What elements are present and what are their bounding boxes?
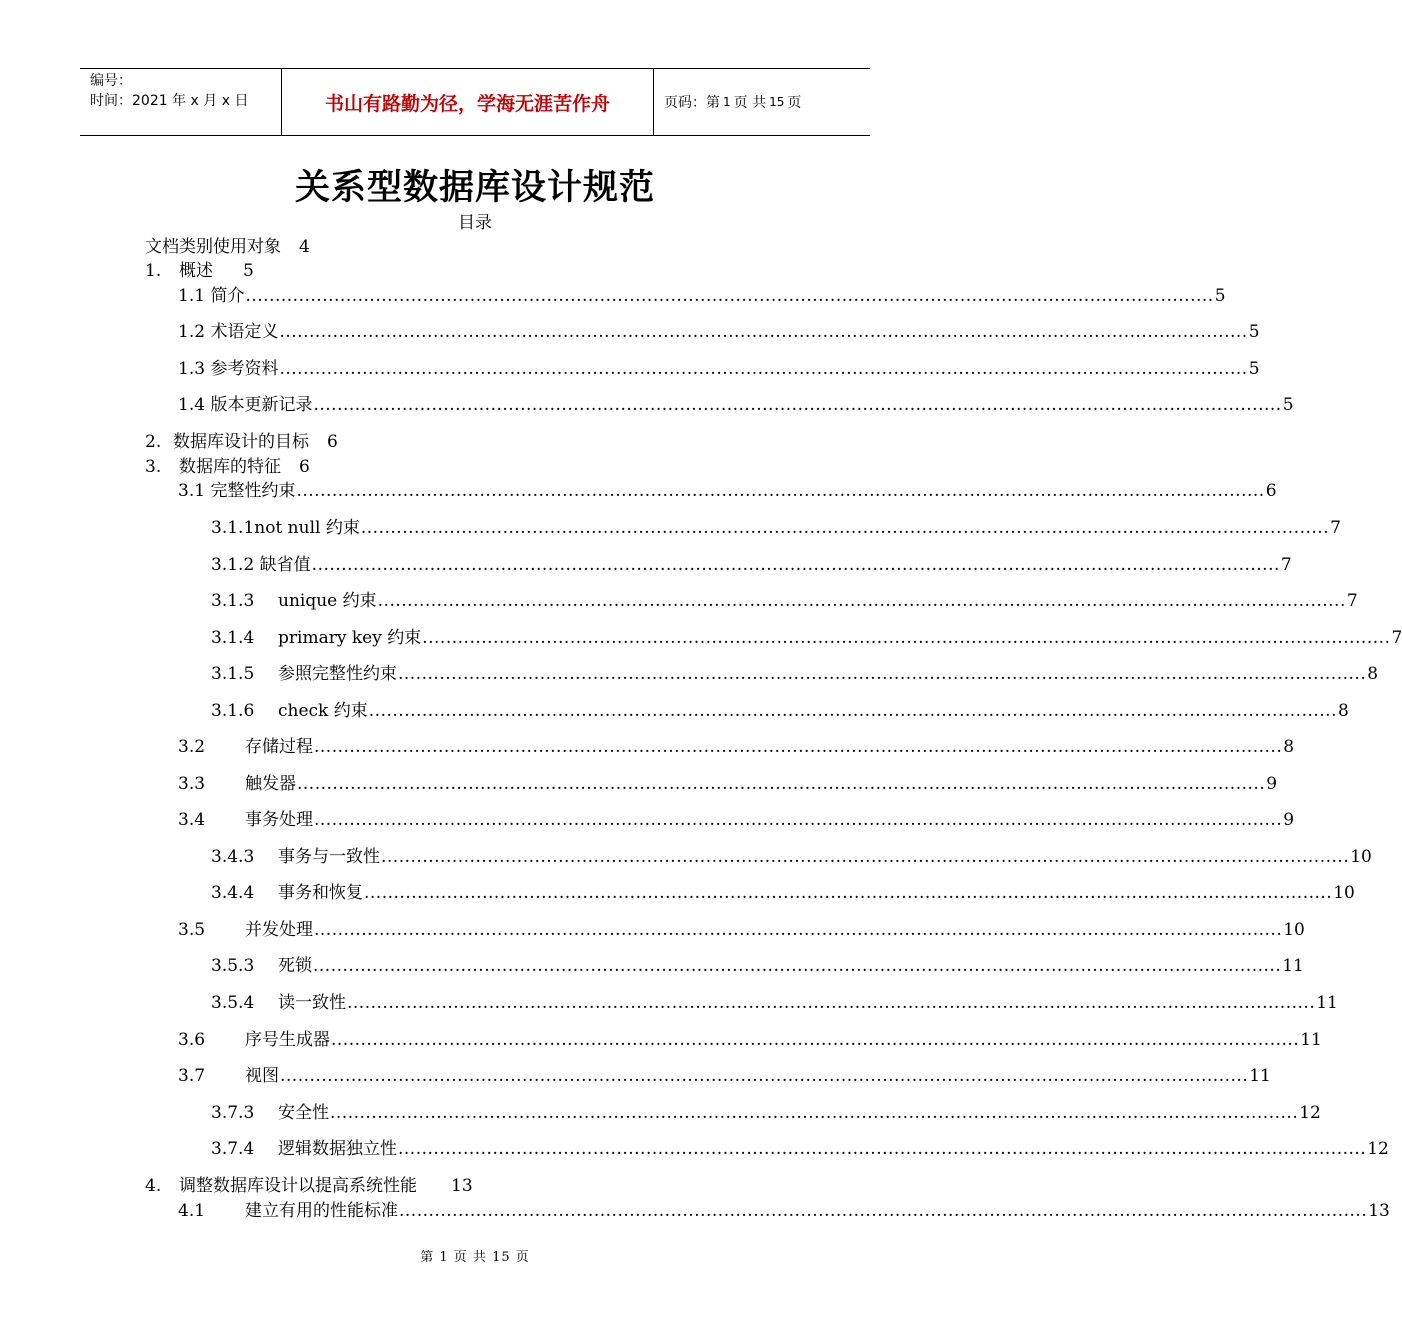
doc-number-label: 编号： [90, 73, 132, 89]
toc-entry-number: 2. [145, 432, 162, 452]
toc-entry[interactable] [178, 357, 1260, 381]
footer-suffix: 页 [515, 1250, 530, 1265]
toc-entry[interactable] [178, 1028, 1322, 1052]
toc-entry-page: 4 [299, 237, 310, 257]
toc-dot-leader: .................................................................................................................................................................... [311, 555, 1280, 575]
toc-entry-number: 3.1.1 [211, 518, 255, 538]
page-footer [0, 1246, 950, 1265]
toc-dot-leader: .................................................................................................................................................................... [297, 774, 1266, 794]
toc-entry[interactable] [178, 1064, 1271, 1088]
toc-entry-page: 9 [1283, 810, 1295, 830]
toc-entry-page: 5 [1282, 395, 1294, 415]
toc-entry[interactable] [178, 808, 1295, 832]
toc-entry-label: 版本更新记录 [210, 395, 313, 415]
toc-entry[interactable] [145, 455, 310, 479]
header-motto: 书山有路勤为径，学海无涯苦作舟 [281, 69, 654, 135]
toc-entry-page: 6 [299, 457, 310, 477]
toc-entry-number: 3.1 [178, 481, 206, 501]
toc-entry[interactable] [211, 589, 1358, 613]
toc-entry-label: 死锁 [278, 956, 312, 976]
footer-mid: 页 共 [453, 1250, 487, 1265]
toc-entry-label: 建立有用的性能标准 [245, 1201, 398, 1221]
toc-entry-page: 7 [1330, 518, 1341, 538]
toc-entry-number: 3.2 [178, 737, 206, 757]
toc-dot-leader: .................................................................................................................................................................... [314, 920, 1283, 940]
toc-entry-label: 事务与一致性 [278, 847, 380, 867]
toc-dot-leader: .................................................................................................................................................................... [381, 847, 1350, 867]
toc-entry-number: 4. [145, 1176, 162, 1196]
doc-time-label: 时间：2021 年 x 月 x 日 [90, 93, 249, 109]
toc-entry-label: 读一致性 [278, 993, 346, 1013]
toc-entry[interactable] [211, 1101, 1321, 1125]
toc-entry-label: 序号生成器 [245, 1030, 330, 1050]
toc-entry-label: 数据库的特征 [179, 457, 281, 477]
toc-entry-label: 视图 [245, 1066, 279, 1086]
document-title: 关系型数据库设计规范 [294, 167, 655, 208]
toc-entry[interactable] [211, 626, 1402, 650]
toc-entry[interactable] [211, 553, 1292, 577]
toc-entry[interactable] [178, 772, 1278, 796]
toc-entry-number: 3.4 [178, 810, 206, 830]
toc-entry-page: 7 [1391, 628, 1402, 648]
toc-entry-page: 5 [1214, 286, 1226, 306]
toc-dot-leader: .................................................................................................................................................................... [399, 1201, 1368, 1221]
toc-entry-page: 11 [1316, 993, 1338, 1013]
toc-entry-page: 10 [1333, 883, 1355, 903]
toc-entry-label: 触发器 [245, 774, 296, 794]
toc-entry-page: 11 [1282, 956, 1304, 976]
toc-entry-page: 9 [1266, 774, 1278, 794]
header-page-suffix: 页 [787, 95, 802, 111]
toc-entry-label: 事务处理 [245, 810, 313, 830]
header-page-info [654, 69, 870, 135]
toc-entry-number: 3.1.6 [211, 701, 255, 721]
toc-dot-leader: .................................................................................................................................................................... [279, 322, 1248, 342]
document-header [80, 68, 870, 136]
toc-entry-number: 3.1.4 [211, 628, 255, 648]
toc-entry-label: not null 约束 [254, 518, 360, 538]
toc-entry-number: 3.4.3 [211, 847, 255, 867]
toc-dot-leader: .................................................................................................................................................................... [296, 481, 1265, 501]
toc-entry-page: 13 [1368, 1201, 1390, 1221]
toc-entry-label: 调整数据库设计以提高系统性能 [179, 1176, 417, 1196]
toc-dot-leader: .................................................................................................................................................................... [347, 993, 1316, 1013]
toc-entry-label: 存储过程 [245, 737, 313, 757]
toc-entry-number: 3.1.2 [211, 555, 255, 575]
toc-entry-label: 事务和恢复 [278, 883, 363, 903]
toc-entry-label: 安全性 [278, 1103, 329, 1123]
toc-dot-leader: .................................................................................................................................................................... [330, 1103, 1299, 1123]
toc-entry-page: 7 [1346, 591, 1358, 611]
toc-entry[interactable] [211, 881, 1355, 905]
toc-entry[interactable] [178, 320, 1260, 344]
toc-entry-number: 3.4.4 [211, 883, 255, 903]
toc-entry[interactable] [211, 845, 1372, 869]
toc-entry-number: 1.2 [178, 322, 206, 342]
toc-entry[interactable] [211, 991, 1338, 1015]
footer-current-page: 1 [439, 1250, 449, 1265]
toc-dot-leader: .................................................................................................................................................................... [279, 359, 1248, 379]
toc-entry-page: 11 [1300, 1030, 1322, 1050]
header-page-current: 1 [723, 95, 731, 109]
toc-entry-number: 1.3 [178, 359, 206, 379]
toc-entry[interactable] [178, 479, 1277, 503]
toc-entry-label: unique 约束 [278, 591, 377, 611]
toc-entry-label: 简介 [210, 286, 245, 306]
toc-entry-page: 8 [1338, 701, 1349, 721]
header-page-prefix: 页码：第 [664, 95, 720, 111]
toc-dot-leader: .................................................................................................................................................................... [422, 628, 1391, 648]
toc-entry-label: 参照完整性约束 [278, 664, 397, 684]
header-meta [80, 69, 281, 135]
toc-entry[interactable] [211, 699, 1349, 723]
toc-entry-number: 3.5.4 [211, 993, 255, 1013]
toc-entry-page: 12 [1367, 1139, 1389, 1159]
toc-entry-number: 3.1.5 [211, 664, 255, 684]
toc-entry-label: 参考资料 [210, 359, 279, 379]
toc-dot-leader: .................................................................................................................................................................... [364, 883, 1333, 903]
toc-entry[interactable] [211, 1137, 1389, 1161]
toc-dot-leader: .................................................................................................................................................................... [368, 701, 1337, 721]
toc-entry[interactable] [178, 393, 1294, 417]
toc-entry-page: 6 [327, 432, 338, 452]
toc-entry-page: 10 [1350, 847, 1372, 867]
toc-entry-label: 逻辑数据独立性 [278, 1139, 397, 1159]
toc-entry[interactable] [145, 1174, 473, 1198]
toc-entry[interactable] [145, 430, 338, 454]
toc-entry-number: 3. [145, 457, 162, 477]
toc-entry-number: 3.6 [178, 1030, 206, 1050]
toc-entry-number: 3.5.3 [211, 956, 255, 976]
toc-dot-leader: .................................................................................................................................................................... [280, 1066, 1249, 1086]
toc-dot-leader: .................................................................................................................................................................... [377, 591, 1346, 611]
toc-entry[interactable] [211, 516, 1341, 540]
toc-entry-label: 数据库设计的目标 [173, 432, 309, 452]
toc-entry-label: 术语定义 [210, 322, 279, 342]
toc-entry[interactable] [145, 235, 310, 259]
toc-entry-page: 5 [1248, 322, 1260, 342]
toc-entry-page: 6 [1265, 481, 1277, 501]
toc-dot-leader: .................................................................................................................................................................... [331, 1030, 1300, 1050]
toc-entry-label: 缺省值 [259, 555, 311, 575]
toc-entry-page: 7 [1280, 555, 1292, 575]
header-page-total: 15 [769, 95, 785, 109]
toc-entry-page: 10 [1283, 920, 1305, 940]
toc-entry-number: 1. [145, 261, 162, 281]
toc-entry-number: 1.4 [178, 395, 206, 415]
toc-entry-label: 概述 [179, 261, 213, 281]
toc-entry-page: 8 [1367, 664, 1379, 684]
toc-entry-number: 3.3 [178, 774, 206, 794]
toc-entry-label: primary key 约束 [278, 628, 422, 648]
toc-entry-number: 文档类别使用对象 [145, 237, 281, 257]
toc-dot-leader: .................................................................................................................................................................... [398, 1139, 1367, 1159]
toc-dot-leader: .................................................................................................................................................................... [314, 737, 1283, 757]
toc-entry-page: 12 [1299, 1103, 1321, 1123]
toc-dot-leader: .................................................................................................................................................................... [313, 395, 1282, 415]
toc-entry-number: 3.7.3 [211, 1103, 255, 1123]
toc-dot-leader: .................................................................................................................................................................... [313, 956, 1282, 976]
toc-entry[interactable] [211, 954, 1304, 978]
toc-dot-leader: .................................................................................................................................................................... [360, 518, 1330, 538]
toc-entry-page: 13 [451, 1176, 473, 1196]
toc-entry[interactable] [211, 662, 1379, 686]
header-page-mid: 页 共 [733, 95, 767, 111]
toc-dot-leader: .................................................................................................................................................................... [398, 664, 1367, 684]
toc-entry-number: 4.1 [178, 1201, 206, 1221]
toc-entry[interactable] [178, 284, 1226, 308]
toc-entry-page: 11 [1249, 1066, 1271, 1086]
footer-prefix: 第 [420, 1250, 435, 1265]
toc-entry-page: 8 [1283, 737, 1295, 757]
toc-heading: 目录 [458, 213, 492, 233]
toc-entry-label: 完整性约束 [210, 481, 296, 501]
toc-entry-number: 3.1.3 [211, 591, 255, 611]
toc-dot-leader: .................................................................................................................................................................... [245, 286, 1214, 306]
toc-entry-page: 5 [1248, 359, 1260, 379]
toc-entry[interactable] [178, 735, 1295, 759]
toc-entry[interactable] [178, 918, 1305, 942]
toc-entry-label: 并发处理 [245, 920, 313, 940]
toc-entry-number: 1.1 [178, 286, 206, 306]
toc-entry[interactable] [145, 259, 254, 283]
toc-entry-number: 3.7 [178, 1066, 206, 1086]
toc-dot-leader: .................................................................................................................................................................... [314, 810, 1283, 830]
toc-entry-page: 5 [243, 261, 254, 281]
toc-entry[interactable] [178, 1199, 1390, 1223]
footer-total-pages: 15 [492, 1250, 511, 1265]
toc-entry-number: 3.7.4 [211, 1139, 255, 1159]
toc-entry-label: check 约束 [278, 701, 368, 721]
toc-entry-number: 3.5 [178, 920, 206, 940]
